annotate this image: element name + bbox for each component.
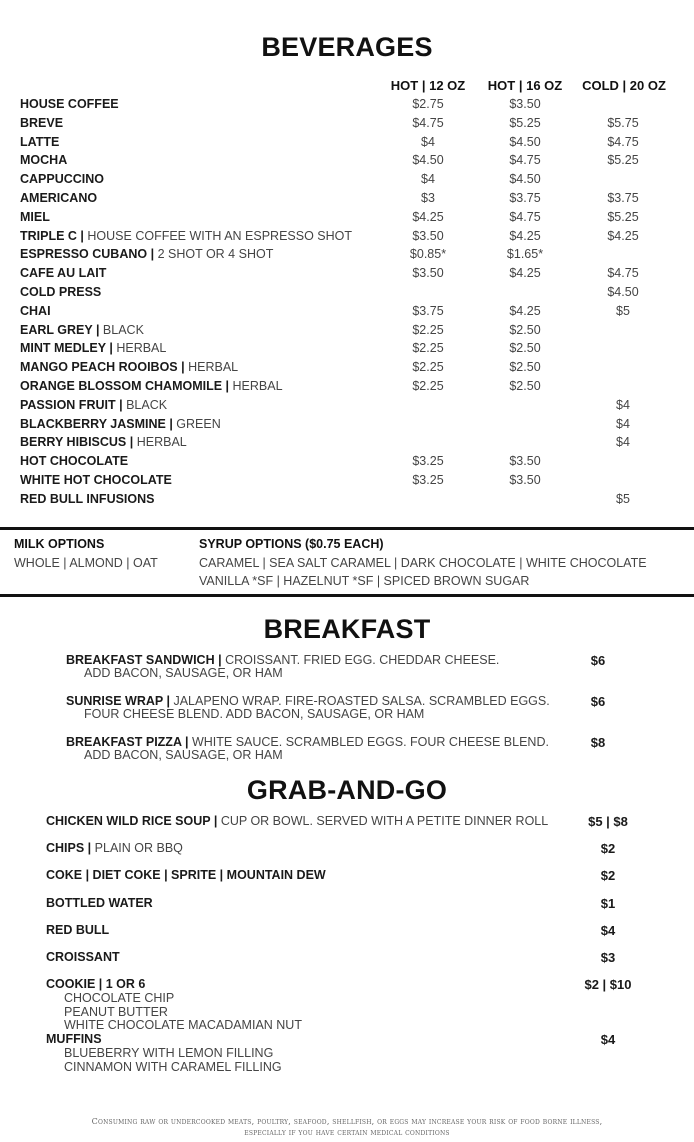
syrup-options-title: SYRUP OPTIONS ($0.75 EACH) bbox=[199, 537, 384, 551]
grab-item-price: $4 bbox=[600, 1032, 616, 1047]
beverage-price-p2: $4.75 bbox=[509, 153, 541, 168]
beverage-name: ORANGE BLOSSOM CHAMOMILE | bbox=[20, 379, 233, 393]
header-hot-16oz: HOT | 16 OZ bbox=[487, 78, 563, 93]
beverage-price-p2: $4.25 bbox=[509, 228, 541, 243]
beverage-row bbox=[20, 454, 680, 472]
divider-bottom bbox=[0, 594, 694, 597]
beverage-price-p3: $5.25 bbox=[607, 209, 639, 224]
beverage-name-cell bbox=[20, 323, 144, 337]
beverage-name: CAPPUCCINO bbox=[20, 172, 105, 187]
grab-item-price: $4 bbox=[600, 923, 616, 938]
cookie-flavor: CHOCOLATE CHIP bbox=[64, 991, 175, 1005]
beverage-price-p3: $4.50 bbox=[607, 285, 639, 299]
beverage-row bbox=[20, 210, 680, 228]
beverage-name: EARL GREY | bbox=[20, 322, 103, 337]
beverages-title: BEVERAGES bbox=[261, 32, 433, 62]
beverage-price-p1: $3.50 bbox=[412, 266, 444, 281]
beverage-price-p1: $4.50 bbox=[412, 153, 444, 168]
beverage-row bbox=[20, 229, 680, 247]
beverage-price-p3: $4.25 bbox=[607, 228, 639, 243]
beverage-row bbox=[20, 191, 680, 209]
beverage-name: MINT MEDLEY | bbox=[20, 341, 117, 356]
beverage-name-cell bbox=[20, 172, 104, 186]
beverage-desc: BLACK bbox=[126, 397, 168, 412]
beverage-row bbox=[20, 153, 680, 171]
beverage-price-p2: $4.75 bbox=[509, 209, 541, 224]
grab-item-name: COKE | DIET COKE | SPRITE | MOUNTAIN DEW bbox=[46, 868, 326, 882]
beverage-name: AMERICANO bbox=[20, 191, 98, 205]
beverage-price-p3: $3.75 bbox=[607, 191, 639, 205]
divider-top bbox=[0, 527, 694, 530]
syrup-options-line-2: VANILLA *SF | HAZELNUT *SF | SPICED BROWN SUGAR bbox=[199, 574, 530, 588]
muffin-flavor: CINNAMON WITH CARAMEL FILLING bbox=[64, 1060, 282, 1074]
beverage-price-p1: $2.25 bbox=[412, 322, 444, 337]
beverage-name: RED BULL INFUSIONS bbox=[20, 491, 155, 506]
header-cold-20oz: COLD | 20 OZ bbox=[582, 78, 666, 93]
beverage-name: COLD PRESS bbox=[20, 285, 102, 299]
beverage-name-cell bbox=[20, 473, 172, 487]
beverage-price-p2: $2.50 bbox=[509, 341, 541, 356]
beverage-name: ESPRESSO CUBANO | bbox=[20, 247, 158, 262]
breakfast-item-name: BREAKFAST SANDWICH | bbox=[66, 653, 226, 667]
breakfast-item-name: SUNRISE WRAP | bbox=[66, 694, 174, 708]
breakfast-item-price: $8 bbox=[590, 735, 606, 750]
milk-options-list: WHOLE | ALMOND | OAT bbox=[14, 556, 158, 570]
beverage-name: MOCHA bbox=[20, 153, 68, 168]
beverage-price-p1: $4 bbox=[421, 172, 435, 187]
beverage-price-p1: $2.75 bbox=[412, 97, 444, 111]
beverage-price-p2: $4.50 bbox=[509, 134, 541, 149]
beverage-name: LATTE bbox=[20, 134, 60, 149]
beverage-name-cell bbox=[20, 153, 67, 167]
grab-item-name: MUFFINS bbox=[46, 1032, 102, 1046]
beverage-row bbox=[20, 323, 680, 341]
beverage-row bbox=[20, 135, 680, 153]
grab-item-price: $5 | $8 bbox=[588, 814, 628, 829]
beverage-name-cell bbox=[20, 135, 59, 149]
beverage-price-p1: $2.25 bbox=[412, 360, 444, 375]
beverage-name: MANGO PEACH ROOIBOS | bbox=[20, 360, 189, 375]
beverage-price-p2: $3.50 bbox=[509, 454, 541, 469]
beverage-price-p2: $4.25 bbox=[509, 266, 541, 281]
beverage-name-cell bbox=[20, 266, 106, 280]
breakfast-item bbox=[66, 735, 626, 762]
beverage-row bbox=[20, 341, 680, 359]
beverage-name-cell bbox=[20, 398, 167, 412]
beverage-price-p2: $2.50 bbox=[509, 322, 541, 337]
beverage-price-p3: $4 bbox=[616, 416, 630, 431]
grab-item bbox=[46, 950, 120, 964]
beverage-price-p1: $3 bbox=[421, 191, 435, 205]
breakfast-item-desc-2: ADD BACON, SAUSAGE, OR HAM bbox=[84, 666, 283, 680]
grab-item bbox=[46, 923, 109, 937]
breakfast-item-price: $6 bbox=[590, 694, 606, 709]
grab-item bbox=[46, 977, 145, 991]
breakfast-item-desc: JALAPENO WRAP. FIRE-ROASTED SALSA. SCRAMBLED EGGS. bbox=[173, 694, 550, 708]
beverage-name-cell bbox=[20, 116, 63, 130]
beverage-desc: BLACK bbox=[102, 322, 144, 337]
beverage-name: WHITE HOT CHOCOLATE bbox=[20, 473, 172, 487]
breakfast-item-desc: CROISSANT. FRIED EGG. CHEDDAR CHEESE. bbox=[225, 653, 500, 667]
beverage-name: HOT CHOCOLATE bbox=[20, 454, 129, 469]
beverage-price-p1: $2.25 bbox=[412, 379, 444, 393]
grab-item-name: RED BULL bbox=[46, 923, 110, 937]
grab-item-desc: CUP OR BOWL. SERVED WITH A PETITE DINNER ROLL bbox=[220, 814, 549, 828]
beverage-name: CAFE AU LAIT bbox=[20, 266, 107, 281]
beverage-row bbox=[20, 172, 680, 190]
beverage-price-p3: $4.75 bbox=[607, 134, 639, 149]
breakfast-item-price: $6 bbox=[590, 653, 606, 668]
breakfast-item-desc-2: FOUR CHEESE BLEND. ADD BACON, SAUSAGE, OR HAM bbox=[84, 707, 425, 721]
grab-item-name: CROISSANT bbox=[46, 950, 120, 964]
beverage-desc: GREEN bbox=[176, 416, 221, 431]
beverage-name-cell bbox=[20, 435, 187, 449]
beverage-price-p2: $1.65* bbox=[506, 247, 544, 262]
beverage-name-cell bbox=[20, 360, 238, 374]
beverage-price-p1: $4 bbox=[421, 134, 435, 149]
beverage-name-cell bbox=[20, 417, 221, 431]
muffin-flavor: BLUEBERRY WITH LEMON FILLING bbox=[64, 1046, 274, 1060]
beverage-desc: HERBAL bbox=[188, 360, 239, 375]
grab-item bbox=[46, 814, 548, 828]
beverage-price-p2: $2.50 bbox=[509, 360, 541, 375]
grab-item bbox=[46, 868, 326, 882]
beverage-name-cell bbox=[20, 454, 128, 468]
beverage-row bbox=[20, 379, 680, 397]
beverage-row bbox=[20, 473, 680, 491]
beverage-row bbox=[20, 97, 680, 115]
beverage-price-p3: $5.25 bbox=[607, 153, 639, 168]
beverage-name-cell bbox=[20, 97, 119, 111]
grab-item bbox=[46, 896, 153, 910]
beverage-price-p2: $4.25 bbox=[509, 303, 541, 318]
grab-item-price: $2 bbox=[600, 841, 616, 856]
beverage-name: BLACKBERRY JASMINE | bbox=[20, 416, 177, 431]
beverage-desc: HERBAL bbox=[136, 435, 187, 450]
beverage-row bbox=[20, 247, 680, 265]
beverage-price-p2: $2.50 bbox=[509, 379, 541, 393]
grab-item-desc: PLAIN OR BBQ bbox=[94, 841, 183, 855]
beverage-price-p1: $3.50 bbox=[412, 228, 444, 243]
beverage-price-p2: $3.50 bbox=[509, 97, 541, 111]
beverage-name: MIEL bbox=[20, 209, 50, 224]
beverage-name: BERRY HIBISCUS | bbox=[20, 435, 137, 450]
beverage-price-p2: $4.50 bbox=[509, 172, 541, 187]
grab-and-go-title: GRAB-AND-GO bbox=[246, 775, 448, 805]
cookie-flavor: PEANUT BUTTER bbox=[64, 1005, 168, 1019]
beverage-desc: HERBAL bbox=[232, 379, 283, 393]
beverage-price-p3: $4.75 bbox=[607, 266, 639, 281]
breakfast-item-desc-2: ADD BACON, SAUSAGE, OR HAM bbox=[84, 748, 283, 762]
beverage-price-p1: $4.25 bbox=[412, 209, 444, 224]
grab-item bbox=[46, 841, 183, 855]
milk-options-title: MILK OPTIONS bbox=[14, 537, 105, 551]
beverage-name-cell bbox=[20, 304, 51, 318]
grab-item-price: $2 | $10 bbox=[584, 977, 632, 992]
beverage-name: PASSION FRUIT | bbox=[20, 397, 127, 412]
beverage-name-cell bbox=[20, 341, 166, 355]
beverage-name: CHAI bbox=[20, 303, 51, 318]
beverage-row bbox=[20, 116, 680, 134]
beverage-price-p2: $3.75 bbox=[509, 191, 541, 205]
breakfast-item-name: BREAKFAST PIZZA | bbox=[66, 735, 192, 749]
beverage-price-p1: $3.75 bbox=[412, 303, 444, 318]
beverage-name-cell bbox=[20, 229, 352, 243]
cookie-flavor: WHITE CHOCOLATE MACADAMIAN NUT bbox=[64, 1018, 302, 1032]
beverage-row bbox=[20, 492, 680, 510]
grab-item-price: $2 bbox=[600, 868, 616, 883]
beverage-row bbox=[20, 266, 680, 284]
header-hot-12oz: HOT | 12 OZ bbox=[390, 78, 466, 93]
beverage-price-p1: $2.25 bbox=[412, 341, 444, 356]
beverage-name: BREVE bbox=[20, 115, 64, 130]
beverage-name-cell bbox=[20, 285, 101, 299]
beverage-row bbox=[20, 360, 680, 378]
beverage-row bbox=[20, 417, 680, 435]
grab-item-price: $3 bbox=[600, 950, 616, 965]
beverage-row bbox=[20, 304, 680, 322]
breakfast-item-desc: WHITE SAUCE. SCRAMBLED EGGS. FOUR CHEESE BLEND. bbox=[191, 735, 549, 749]
beverage-row bbox=[20, 435, 680, 453]
grab-item-price: $1 bbox=[600, 896, 616, 911]
grab-item-name: CHICKEN WILD RICE SOUP | bbox=[46, 814, 221, 828]
beverage-price-p3: $5.75 bbox=[607, 115, 639, 130]
beverage-price-p3: $5 bbox=[616, 303, 630, 318]
beverage-row bbox=[20, 285, 680, 303]
beverage-name-cell bbox=[20, 247, 273, 261]
beverage-desc: HERBAL bbox=[116, 341, 167, 356]
breakfast-title: BREAKFAST bbox=[263, 614, 431, 644]
disclaimer-line-1: Consuming raw or undercooked meats, poultry, seafood, shellfish, or eggs may increase your risk of food borne illness, bbox=[91, 1117, 603, 1126]
beverage-name: HOUSE COFFEE bbox=[20, 97, 119, 111]
grab-item-name: CHIPS | bbox=[46, 841, 95, 855]
breakfast-item bbox=[66, 653, 626, 680]
grab-item-name: BOTTLED WATER bbox=[46, 896, 153, 910]
beverage-price-p1: $0.85* bbox=[409, 247, 447, 262]
beverage-row bbox=[20, 398, 680, 416]
beverage-price-p1: $3.25 bbox=[412, 473, 444, 487]
breakfast-item bbox=[66, 694, 626, 721]
beverage-price-p2: $3.50 bbox=[509, 473, 541, 487]
grab-item-name: COOKIE | 1 OR 6 bbox=[46, 977, 146, 991]
grab-item bbox=[46, 1032, 102, 1046]
syrup-options-line-1: CARAMEL | SEA SALT CARAMEL | DARK CHOCOLATE | WHITE CHOCOLATE bbox=[199, 556, 647, 570]
beverage-price-p1: $3.25 bbox=[412, 454, 444, 469]
beverage-desc: HOUSE COFFEE WITH AN ESPRESSO SHOT bbox=[87, 228, 353, 243]
beverage-price-p1: $4.75 bbox=[412, 115, 444, 130]
beverage-name-cell bbox=[20, 191, 97, 205]
beverage-desc: 2 SHOT OR 4 SHOT bbox=[157, 247, 274, 262]
beverage-name-cell bbox=[20, 379, 283, 393]
beverage-name: TRIPLE C | bbox=[20, 228, 88, 243]
beverage-price-p3: $5 bbox=[616, 491, 630, 506]
beverage-name-cell bbox=[20, 210, 50, 224]
disclaimer-line-2: especially if you have certain medical conditions bbox=[244, 1128, 450, 1137]
beverage-price-p3: $4 bbox=[616, 435, 630, 450]
beverage-price-p2: $5.25 bbox=[509, 115, 541, 130]
beverage-price-p3: $4 bbox=[616, 397, 630, 412]
beverage-name-cell bbox=[20, 492, 155, 506]
